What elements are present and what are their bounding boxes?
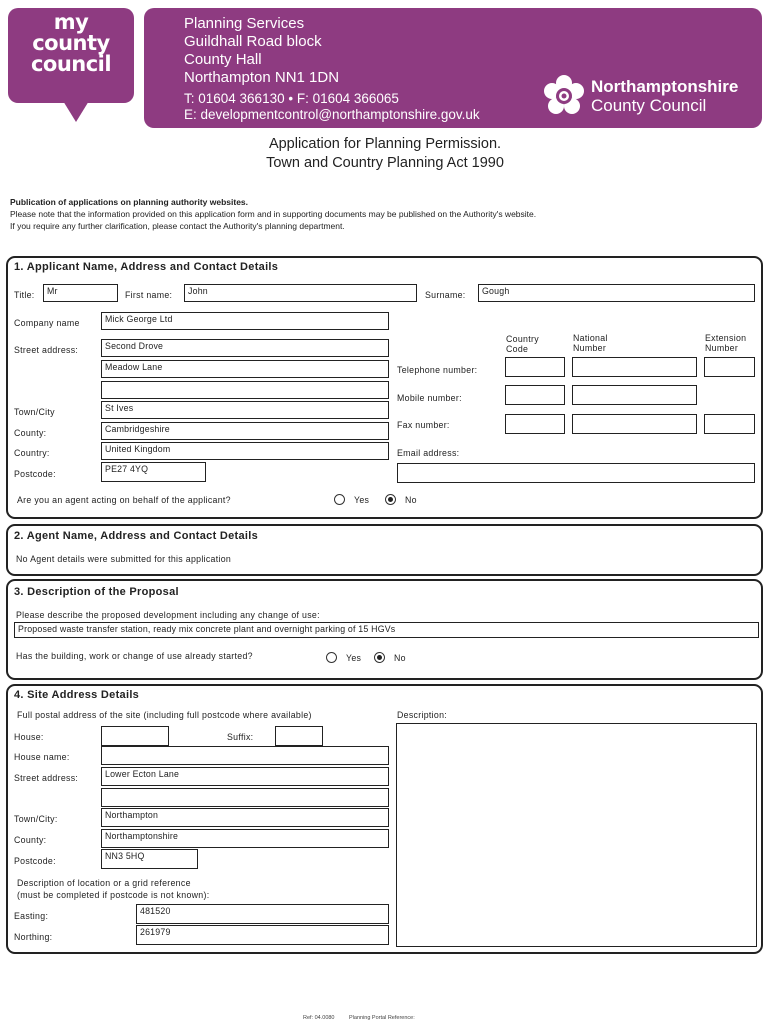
telephone-label: Telephone number: — [397, 365, 478, 375]
agent-yes-radio[interactable] — [334, 494, 345, 505]
country-label: Country: — [14, 448, 50, 458]
started-no-radio[interactable] — [374, 652, 385, 663]
country-field[interactable]: United Kingdom — [101, 442, 389, 460]
title-label: Title: — [14, 290, 35, 300]
country-code-heading-line: Code — [506, 344, 529, 354]
street-field-2[interactable]: Meadow Lane — [101, 360, 389, 378]
fax-extension[interactable] — [704, 414, 755, 434]
site-town-field[interactable]: Northampton — [101, 808, 389, 827]
started-yes-radio[interactable] — [326, 652, 337, 663]
email-field[interactable] — [397, 463, 755, 483]
easting-label: Easting: — [14, 911, 49, 921]
surname-field[interactable]: Gough — [478, 284, 755, 302]
county-field[interactable]: Cambridgeshire — [101, 422, 389, 440]
mobile-label: Mobile number: — [397, 393, 462, 403]
agent-no-radio[interactable] — [385, 494, 396, 505]
site-county-label: County: — [14, 835, 47, 845]
form-subtitle: Town and Country Planning Act 1990 — [266, 155, 504, 171]
office-line: Guildhall Road block — [184, 33, 322, 50]
agent-question: Are you an agent acting on behalf of the applicant? — [17, 495, 231, 505]
section-title: 3. Description of the Proposal — [14, 586, 179, 598]
site-street-field-1[interactable]: Lower Ecton Lane — [101, 767, 389, 786]
notice-text: Please note that the information provided on this application form and in supporting documents may be published on the Authority's website. — [10, 209, 537, 219]
notice-text: If you require any further clarification, please contact the Authority's planning department. — [10, 221, 345, 231]
logo-speech-tail — [60, 96, 92, 122]
house-label: House: — [14, 732, 44, 742]
section-title: 2. Agent Name, Address and Contact Details — [14, 530, 259, 542]
northing-field[interactable]: 261979 — [136, 925, 389, 945]
county-label: County: — [14, 428, 47, 438]
title-field[interactable]: Mr — [43, 284, 118, 302]
agent-details-text: No Agent details were submitted for this application — [16, 554, 232, 564]
footer-portal-reference: Planning Portal Reference: — [349, 1015, 415, 1021]
email-label: Email address: — [397, 448, 460, 458]
phone-fax-line: T: 01604 366130 • F: 01604 366065 — [184, 91, 399, 106]
rose-crest-icon — [542, 74, 586, 118]
site-description-field[interactable] — [396, 723, 757, 947]
fax-number[interactable] — [572, 414, 697, 434]
started-no-label: No — [394, 653, 406, 663]
started-yes-label: Yes — [346, 653, 362, 663]
extension-heading — [705, 333, 746, 353]
logo-line-2: county — [32, 31, 110, 55]
mobile-number[interactable] — [572, 385, 697, 405]
form-title: Application for Planning Permission. — [268, 136, 502, 152]
postcode-label: Postcode: — [14, 469, 56, 479]
mobile-country-code[interactable] — [505, 385, 565, 405]
first-name-field[interactable]: John — [184, 284, 417, 302]
street-field-3[interactable] — [101, 381, 389, 399]
logo-line-1: my — [53, 10, 89, 34]
company-label: Company name — [14, 318, 80, 328]
council-name — [591, 77, 738, 115]
telephone-extension[interactable] — [704, 357, 755, 377]
country-code-heading — [506, 334, 539, 354]
grid-reference-note: (must be completed if postcode is not known): — [17, 890, 210, 900]
council-name-line-1: Northamptonshire — [591, 77, 739, 96]
national-number-heading — [573, 333, 608, 353]
extension-heading-line: Extension — [705, 333, 747, 343]
house-field[interactable] — [101, 726, 169, 746]
first-name-label: First name: — [125, 290, 173, 300]
street-field-1[interactable]: Second Drove — [101, 339, 389, 357]
agent-no-label: No — [405, 495, 417, 505]
easting-field[interactable]: 481520 — [136, 904, 389, 924]
house-name-label: House name: — [14, 752, 70, 762]
site-street-label: Street address: — [14, 773, 79, 783]
site-address-intro: Full postal address of the site (including full postcode where available) — [17, 710, 312, 720]
footer-reference: Ref: 04.0080 — [303, 1015, 335, 1021]
office-line: County Hall — [184, 51, 262, 68]
telephone-country-code[interactable] — [505, 357, 565, 377]
company-field[interactable]: Mick George Ltd — [101, 312, 389, 330]
suffix-label: Suffix: — [227, 732, 254, 742]
extension-heading-line: Number — [705, 343, 739, 353]
site-street-field-2[interactable] — [101, 788, 389, 807]
office-line: Planning Services — [184, 15, 305, 32]
town-field[interactable]: St Ives — [101, 401, 389, 419]
proposal-description-field[interactable]: Proposed waste transfer station, ready mix concrete plant and overnight parking of 15 HGVs — [14, 622, 759, 638]
street-label: Street address: — [14, 345, 79, 355]
proposal-prompt: Please describe the proposed development including any change of use: — [16, 610, 320, 620]
national-number-heading-line: National — [573, 333, 608, 343]
email-line: E: developmentcontrol@northamptonshire.gov.uk — [184, 107, 480, 122]
council-name-line-2: County Council — [591, 96, 707, 115]
fax-label: Fax number: — [397, 420, 450, 430]
fax-country-code[interactable] — [505, 414, 565, 434]
office-address — [184, 15, 339, 87]
suffix-field[interactable] — [275, 726, 323, 746]
site-postcode-field[interactable]: NN3 5HQ — [101, 849, 198, 869]
agent-yes-label: Yes — [354, 495, 370, 505]
site-postcode-label: Postcode: — [14, 856, 56, 866]
national-number-heading-line: Number — [573, 343, 607, 353]
description-label: Description: — [397, 710, 448, 720]
postcode-field[interactable]: PE27 4YQ — [101, 462, 206, 482]
surname-label: Surname: — [425, 290, 466, 300]
telephone-number[interactable] — [572, 357, 697, 377]
notice-heading: Publication of applications on planning authority websites. — [10, 197, 249, 207]
town-label: Town/City — [14, 407, 55, 417]
house-name-field[interactable] — [101, 746, 389, 765]
logo-wordmark — [12, 12, 130, 75]
section-title: 1. Applicant Name, Address and Contact Details — [14, 261, 279, 273]
office-contact — [184, 91, 480, 123]
office-line: Northampton NN1 1DN — [184, 69, 340, 86]
site-town-label: Town/City: — [14, 814, 58, 824]
site-county-field[interactable]: Northamptonshire — [101, 829, 389, 848]
grid-reference-note: Description of location or a grid reference — [17, 878, 191, 888]
logo-line-3: council — [30, 52, 112, 76]
country-code-heading-line: Country — [506, 334, 539, 344]
started-question: Has the building, work or change of use already started? — [16, 651, 253, 661]
section-title: 4. Site Address Details — [14, 689, 140, 701]
northing-label: Northing: — [14, 932, 53, 942]
